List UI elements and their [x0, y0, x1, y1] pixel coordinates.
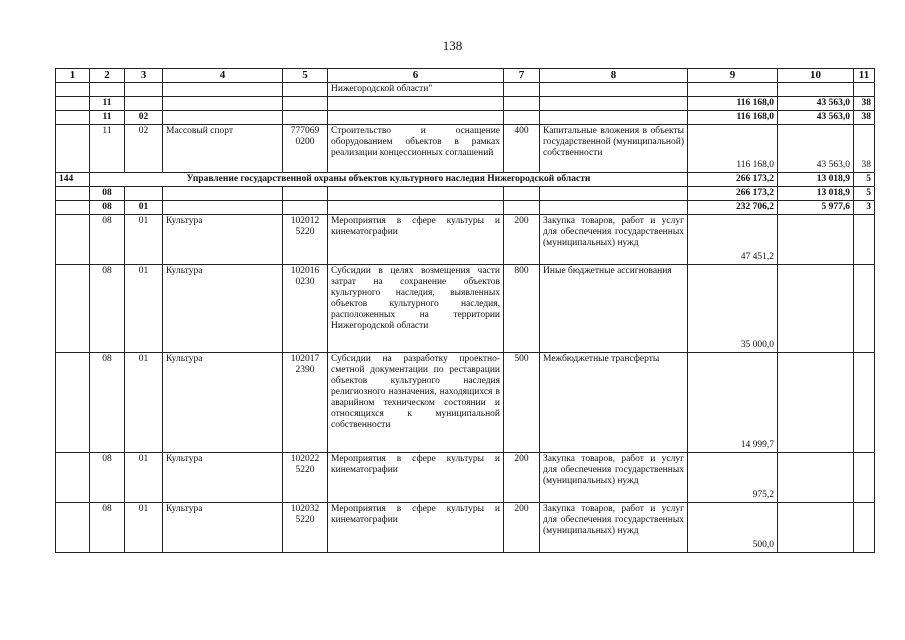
header-cell: 1 [56, 69, 90, 83]
cell-section: 11 [90, 111, 125, 125]
cell-subsection: 01 [125, 215, 163, 265]
cell-expense-type: 200 [504, 503, 540, 553]
cell-target-code: 102016 0230 [283, 265, 328, 353]
page-number: 138 [442, 38, 463, 53]
department-title: Управление государственной охраны объектов культурного наследия Нижегородской области [90, 173, 688, 187]
cell-section: 08 [90, 353, 125, 453]
cell-subsection: 01 [125, 503, 163, 553]
cell-subsection: 01 [125, 201, 163, 215]
cell-amount-plan: 47 451,2 [688, 215, 778, 265]
cell-target-code: 102017 2390 [283, 353, 328, 453]
cell-amount-actual [778, 453, 854, 503]
cell-amount-plan: 232 706,2 [688, 201, 778, 215]
cell-section: 11 [90, 97, 125, 111]
cell-percent [854, 353, 875, 453]
cell-subsection: 01 [125, 265, 163, 353]
cell-expense-name: Закупка товаров, работ и услуг для обеспечения государственных (муниципальных) нужд [540, 215, 688, 265]
cell-subsection: 01 [125, 453, 163, 503]
header-cell: 10 [778, 69, 854, 83]
cell-percent: 38 [854, 125, 875, 173]
cell-subsection-name: Культура [163, 503, 283, 553]
cell-subsection: 02 [125, 111, 163, 125]
header-cell: 4 [163, 69, 283, 83]
cell-section: 08 [90, 503, 125, 553]
header-cell: 3 [125, 69, 163, 83]
cell-amount-plan: 116 168,0 [688, 97, 778, 111]
cell-subsection: 01 [125, 353, 163, 453]
table-row [56, 97, 875, 111]
cell-expense-type: 200 [504, 453, 540, 503]
cell-amount-actual [778, 503, 854, 553]
table-row [56, 201, 875, 215]
cell-section: 08 [90, 201, 125, 215]
cell-program-name: Мероприятия в сфере культуры и кинематографии [328, 215, 504, 265]
cell-target-code: 102012 5220 [283, 215, 328, 265]
cell-expense-type: 200 [504, 215, 540, 265]
cell-department-code: 144 [56, 173, 90, 187]
table-row [56, 215, 875, 265]
cell-expense-name: Иные бюджетные ассигнования [540, 265, 688, 353]
cell-section: 11 [90, 125, 125, 173]
table-row [56, 173, 875, 187]
header-row [56, 69, 875, 83]
cell-amount-actual [778, 215, 854, 265]
cell-amount-actual: 43 563,0 [778, 97, 854, 111]
cell-percent: 38 [854, 97, 875, 111]
cell-percent [854, 503, 875, 553]
cell-amount-actual: 13 018,9 [778, 187, 854, 201]
cell-subsection-name: Культура [163, 215, 283, 265]
cell-amount-actual: 13 018,9 [778, 173, 854, 187]
header-cell: 5 [283, 69, 328, 83]
table-row [56, 265, 875, 353]
table-row [56, 503, 875, 553]
header-cell: 9 [688, 69, 778, 83]
cell-subsection-name: Культура [163, 453, 283, 503]
cell-subsection-name: Культура [163, 353, 283, 453]
cell-amount-actual [778, 353, 854, 453]
cell-amount-plan: 500,0 [688, 503, 778, 553]
cell-amount-plan: 116 168,0 [688, 125, 778, 173]
header-cell: 8 [540, 69, 688, 83]
cell-amount-plan: 35 000,0 [688, 265, 778, 353]
cell-subsection-name: Культура [163, 265, 283, 353]
cell-expense-type: 500 [504, 353, 540, 453]
header-cell: 7 [504, 69, 540, 83]
cell-percent [854, 215, 875, 265]
table-row [56, 353, 875, 453]
cell-expense-type: 800 [504, 265, 540, 353]
cell-percent: 5 [854, 187, 875, 201]
cell-percent: 3 [854, 201, 875, 215]
table-header [56, 69, 875, 83]
cell-section: 08 [90, 187, 125, 201]
cell-program-name: Субсидии на разработку проектно-сметной документации по реставрации объектов культурного наследия религиозного назначения, находящихся в аварийном техническом состоянии и относящихся к муниципальной собственности [328, 353, 504, 453]
cell-amount-actual: 5 977,6 [778, 201, 854, 215]
cell-amount-actual: 43 563,0 [778, 125, 854, 173]
cell-subsection: 02 [125, 125, 163, 173]
cell-expense-name: Закупка товаров, работ и услуг для обеспечения государственных (муниципальных) нужд [540, 453, 688, 503]
table-row [56, 453, 875, 503]
header-cell: 6 [328, 69, 504, 83]
cell-program-name: Нижегородской области" [328, 83, 504, 97]
cell-amount-plan: 14 999,7 [688, 353, 778, 453]
table-row [56, 125, 875, 173]
cell-section: 08 [90, 265, 125, 353]
cell-percent: 5 [854, 173, 875, 187]
table-row [56, 111, 875, 125]
cell-amount-actual: 43 563,0 [778, 111, 854, 125]
cell-expense-name: Межбюджетные трансферты [540, 353, 688, 453]
cell-amount-plan: 266 173,2 [688, 173, 778, 187]
cell-expense-name: Закупка товаров, работ и услуг для обеспечения государственных (муниципальных) нужд [540, 503, 688, 553]
cell-program-name: Мероприятия в сфере культуры и кинематографии [328, 453, 504, 503]
cell-percent [854, 453, 875, 503]
cell-amount-actual [778, 265, 854, 353]
cell-program-name: Мероприятия в сфере культуры и кинематографии [328, 503, 504, 553]
cell-program-name: Строительство и оснащение оборудованием объектов в рамках реализации концессионных соглашений [328, 125, 504, 173]
budget-table [55, 68, 875, 553]
cell-target-code: 777069 0200 [283, 125, 328, 173]
cell-amount-plan: 975,2 [688, 453, 778, 503]
cell-percent: 38 [854, 111, 875, 125]
cell-percent [854, 265, 875, 353]
cell-expense-type: 400 [504, 125, 540, 173]
table-row [56, 83, 875, 97]
cell-amount-plan: 266 173,2 [688, 187, 778, 201]
cell-target-code: 102022 5220 [283, 453, 328, 503]
cell-expense-name: Капитальные вложения в объекты государственной (муниципальной) собственности [540, 125, 688, 173]
cell-amount-plan: 116 168,0 [688, 111, 778, 125]
header-cell: 2 [90, 69, 125, 83]
cell-section: 08 [90, 215, 125, 265]
cell-section: 08 [90, 453, 125, 503]
header-cell: 11 [854, 69, 875, 83]
cell-program-name: Субсидии в целях возмещения части затрат на сохранение объектов культурного наследия, выявленных объектов культурного наследия, расположенных на территории Нижегородской области [328, 265, 504, 353]
cell-subsection-name: Массовый спорт [163, 125, 283, 173]
table-row [56, 187, 875, 201]
cell-target-code: 102032 5220 [283, 503, 328, 553]
